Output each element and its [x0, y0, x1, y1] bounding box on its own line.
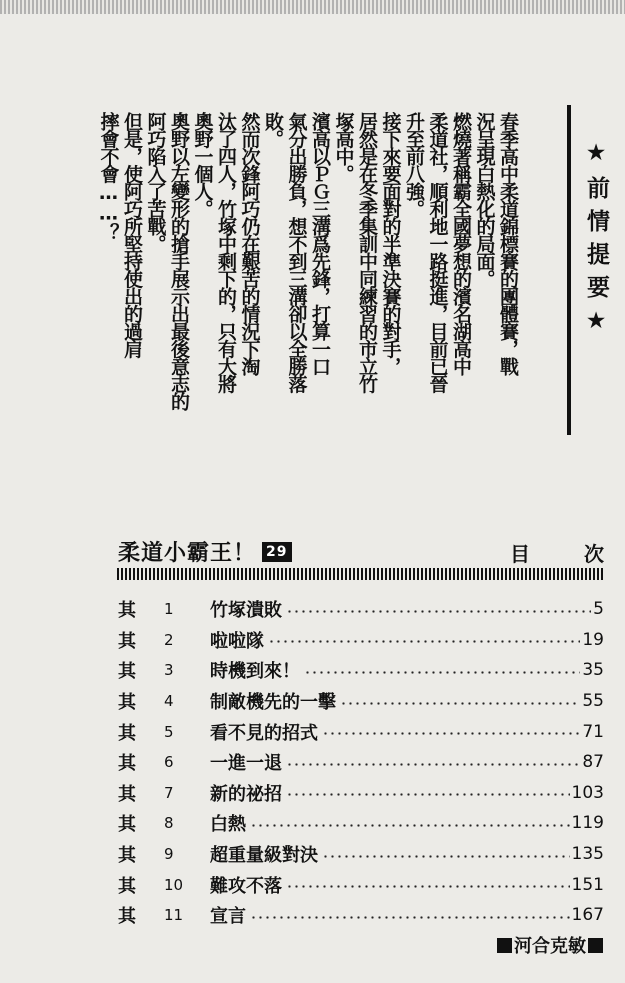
toc-prefix: 其: [118, 600, 136, 622]
author-credit: [495, 932, 605, 958]
toc-leader: [250, 824, 570, 827]
toc-entry[interactable]: [118, 594, 604, 625]
toc-entry[interactable]: [118, 778, 604, 809]
toc-chapter-title: 宣言: [210, 906, 246, 928]
toc-leader: [268, 640, 580, 643]
toc-chapter-title: 新的祕招: [210, 783, 282, 805]
series-title-text: 柔道小霸王！: [118, 541, 257, 566]
toc-prefix: 其: [118, 783, 136, 805]
star-icon: ★: [583, 308, 609, 344]
toc-entry[interactable]: [118, 686, 604, 717]
toc-entry[interactable]: [118, 839, 604, 870]
recap-line: 奧野一個人。: [191, 112, 214, 217]
toc-leader: [340, 702, 580, 705]
volume-badge: 29: [262, 542, 291, 562]
toc-leader: [304, 671, 580, 674]
toc-page-number: 167: [571, 905, 604, 926]
toc-chapter-title: 超重量級對決: [210, 845, 318, 867]
toc-number: 3: [164, 661, 174, 680]
author-name: 河合克敏: [514, 936, 586, 957]
toc-leader: [286, 763, 580, 766]
toc-number: 11: [164, 906, 184, 925]
toc-chapter-title: 看不見的招式: [210, 722, 318, 744]
recap-line: 況呈現白熱化的局面。: [473, 112, 496, 287]
recap-text: [96, 112, 519, 432]
series-title: [118, 536, 292, 567]
toc-entry[interactable]: [118, 808, 604, 839]
toc-page-number: 19: [582, 629, 604, 650]
toc-page-number: 135: [571, 844, 604, 865]
recap-line: 居然是在冬季集訓中同練習的市立竹: [356, 112, 378, 392]
recap-line: 燃燒著稱霸全國夢想的濱名湖高中: [450, 112, 472, 375]
toc-divider: [117, 568, 604, 580]
recap-line: 奧野以左變形的搶手展示出最後意志的: [168, 112, 190, 410]
recap-line: 阿巧陷入了苦戰。: [144, 112, 167, 252]
toc-page-number: 103: [571, 782, 604, 803]
recap-line: 塚高中。: [332, 112, 355, 182]
toc-number: 7: [164, 783, 174, 802]
toc-number: 6: [164, 753, 174, 772]
square-icon: [588, 938, 603, 953]
toc-page-number: 35: [582, 660, 604, 681]
toc-number: 8: [164, 814, 174, 833]
toc-page-number: 119: [571, 813, 604, 834]
recap-divider: [567, 105, 571, 435]
toc-chapter-title: 一進一退: [210, 753, 282, 775]
toc-number: 2: [164, 630, 174, 649]
recap-heading: [580, 140, 613, 344]
toc-leader: [250, 916, 570, 919]
recap-line: 然而次鋒阿巧仍在艱苦的情況下淘: [238, 112, 261, 375]
recap-line: 升至前八強。: [403, 112, 425, 217]
toc-leader: [286, 885, 570, 888]
star-icon: ★: [583, 140, 609, 176]
toc-label-1: 目: [510, 542, 530, 566]
toc-prefix: 其: [118, 722, 136, 744]
toc-entry[interactable]: [118, 747, 604, 778]
recap-line: 敗。: [262, 112, 284, 147]
toc-prefix: 其: [118, 692, 136, 714]
toc-leader: [286, 610, 591, 613]
toc-entry[interactable]: [118, 869, 604, 900]
toc-page-number: 87: [582, 752, 604, 773]
toc-number: 1: [164, 600, 174, 619]
recap-line: 氣分出勝負，想不到三溝卻以全勝落: [285, 112, 308, 392]
recap-line: 濱高以ＰＧ三溝爲先鋒，打算一口: [309, 112, 331, 375]
recap-line: 柔道社，順利地一路挺進，目前已晉: [426, 112, 449, 392]
toc-label-2: 次: [584, 542, 604, 566]
recap-line: 但是，使阿巧所堅持使出的過肩: [121, 112, 143, 357]
toc-chapter-title: 白熱: [210, 814, 246, 836]
recap-line: 春季高中柔道錦標賽的團體賽，戰: [497, 112, 519, 375]
toc-chapter-title: 制敵機先的一擊: [210, 692, 336, 714]
toc-chapter-title: 竹塚潰敗: [210, 600, 282, 622]
recap-line: 摔會不會……？: [97, 112, 120, 241]
toc-prefix: 其: [118, 661, 136, 683]
toc-chapter-title: 時機到來！: [210, 661, 300, 683]
recap-heading-text: 前情提要: [583, 176, 609, 308]
toc-chapter-title: 啦啦隊: [210, 630, 264, 652]
toc-chapter-title: 難攻不落: [210, 875, 282, 897]
recap-line: 汰了四人，竹塚中剩下的，只有大將: [215, 112, 237, 392]
toc-page-number: 71: [582, 721, 604, 742]
toc-prefix: 其: [118, 875, 136, 897]
toc-page-number: 5: [593, 599, 604, 620]
toc-number: 10: [164, 875, 184, 894]
square-icon: [497, 938, 512, 953]
toc-entry[interactable]: [118, 716, 604, 747]
toc-prefix: 其: [118, 906, 136, 928]
toc-entry[interactable]: [118, 625, 604, 656]
page-edge: [0, 0, 625, 14]
toc-prefix: 其: [118, 753, 136, 775]
toc-leader: [286, 793, 570, 796]
toc-entry[interactable]: [118, 900, 604, 931]
toc-leader: [322, 732, 580, 735]
toc-page-number: 55: [582, 691, 604, 712]
toc-list: [118, 594, 604, 931]
toc-leader: [322, 855, 570, 858]
toc-prefix: 其: [118, 630, 136, 652]
toc-number: 4: [164, 692, 174, 711]
toc-page-number: 151: [571, 874, 604, 895]
recap-line: 接下來要面對的半準決賽的對手，: [379, 112, 402, 375]
toc-entry[interactable]: [118, 655, 604, 686]
toc-label: [510, 538, 604, 567]
toc-prefix: 其: [118, 845, 136, 867]
toc-prefix: 其: [118, 814, 136, 836]
toc-number: 5: [164, 722, 174, 741]
toc-number: 9: [164, 845, 174, 864]
